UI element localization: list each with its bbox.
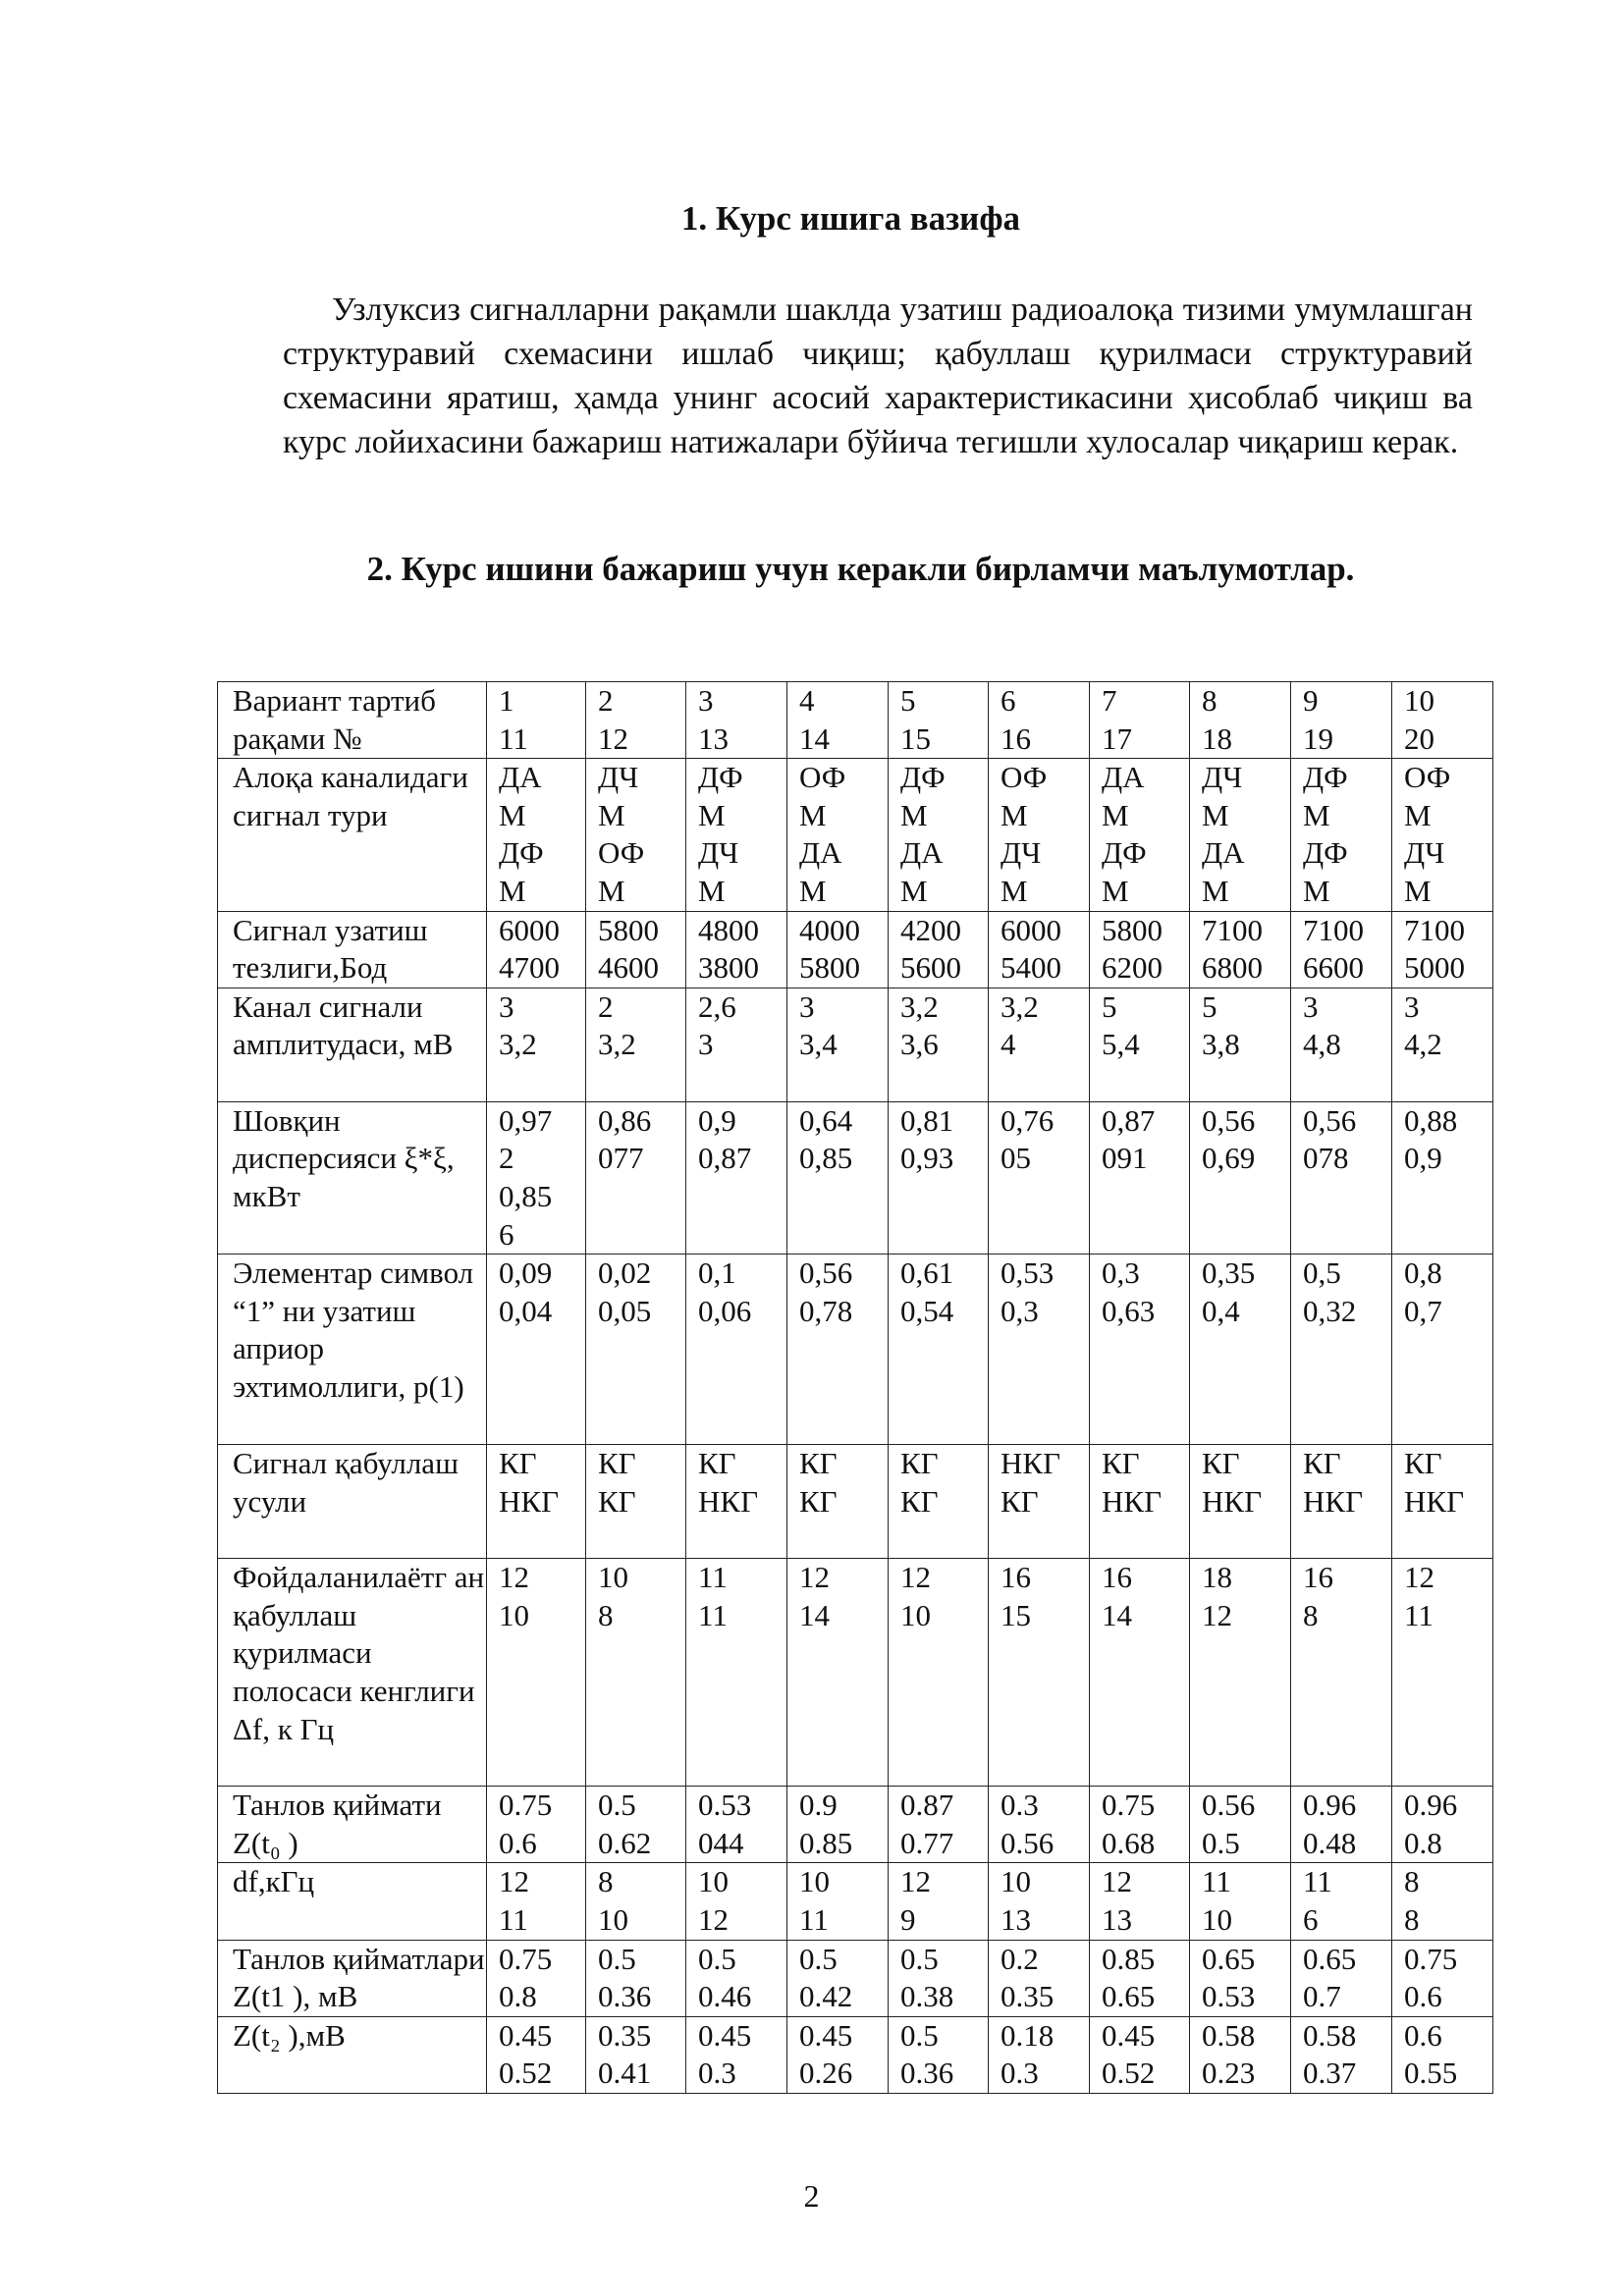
table-cell: 0.96 0.8 xyxy=(1392,1787,1493,1863)
table-cell: 0.53 044 xyxy=(686,1787,787,1863)
table-cell: 0,02 0,05 xyxy=(586,1255,686,1445)
table-cell: 7 17 xyxy=(1090,682,1190,759)
table-cell: ОФ М ДЧ М xyxy=(1392,759,1493,911)
table-cell: 0,56 0,69 xyxy=(1190,1101,1291,1254)
table-cell: 0,5 0,32 xyxy=(1291,1255,1392,1445)
table-cell: КГ НКГ xyxy=(1190,1445,1291,1559)
table-cell: 6000 5400 xyxy=(989,911,1090,988)
row-label: Фойдаланилаётг ан қабуллаш қурилмаси полосаси кенглиги Δf, к Гц xyxy=(218,1559,487,1787)
table-cell: 0.5 0.38 xyxy=(889,1940,989,2016)
table-cell: ДФ М ДА М xyxy=(889,759,989,911)
table-cell: 8 8 xyxy=(1392,1863,1493,1940)
row-label: Элементар символ “1” ни узатиш априор эхтимоллиги, р(1) xyxy=(218,1255,487,1445)
table-cell: 12 10 xyxy=(889,1559,989,1787)
table-cell: 0.5 0.42 xyxy=(787,1940,889,2016)
table-cell: ДА М ДФ М xyxy=(1090,759,1190,911)
table-cell: 5 3,8 xyxy=(1190,988,1291,1101)
table-row xyxy=(218,1445,1493,1559)
table-cell: 2 12 xyxy=(586,682,686,759)
table-cell: 3 4,8 xyxy=(1291,988,1392,1101)
table-cell: 12 10 xyxy=(487,1559,586,1787)
section-heading-2: 2. Курс ишини бажариш учун керакли бирламчи маълумотлар. xyxy=(366,550,1355,588)
table-cell: 0,81 0,93 xyxy=(889,1101,989,1254)
table-row xyxy=(218,1101,1493,1254)
table-cell: 0.45 0.52 xyxy=(487,2016,586,2093)
table-cell: 6 16 xyxy=(989,682,1090,759)
table-cell: 4 14 xyxy=(787,682,889,759)
table-cell: ДЧ М ОФ М xyxy=(586,759,686,911)
table-cell: КГ КГ xyxy=(889,1445,989,1559)
table-cell: 11 10 xyxy=(1190,1863,1291,1940)
row-label: df,кГц xyxy=(218,1863,487,1940)
table-cell: 10 11 xyxy=(787,1863,889,1940)
table-cell: ОФ М ДЧ М xyxy=(989,759,1090,911)
table-cell: 7100 6600 xyxy=(1291,911,1392,988)
table-cell: 0.5 0.36 xyxy=(586,1940,686,2016)
table-row xyxy=(218,1787,1493,1863)
table-cell: 12 11 xyxy=(487,1863,586,1940)
table-cell: 12 11 xyxy=(1392,1559,1493,1787)
table-cell: 3 3,2 xyxy=(487,988,586,1101)
table-cell: НКГ КГ xyxy=(989,1445,1090,1559)
table-cell: ДА М ДФ М xyxy=(487,759,586,911)
table-cell: 11 11 xyxy=(686,1559,787,1787)
table-cell: 0.85 0.65 xyxy=(1090,1940,1190,2016)
table-cell: 4000 5800 xyxy=(787,911,889,988)
table-cell: 8 18 xyxy=(1190,682,1291,759)
row-label: Сигнал қабуллаш усули xyxy=(218,1445,487,1559)
row-label: Z(t₂ ),мВ xyxy=(218,2016,487,2093)
table-row xyxy=(218,1559,1493,1787)
table-cell: 1 11 xyxy=(487,682,586,759)
table-row xyxy=(218,1255,1493,1445)
table-cell: 3 3,4 xyxy=(787,988,889,1101)
table-cell: КГ НКГ xyxy=(1090,1445,1190,1559)
table-cell: 10 8 xyxy=(586,1559,686,1787)
table-row xyxy=(218,2016,1493,2093)
table-cell: 0.2 0.35 xyxy=(989,1940,1090,2016)
table-cell: 0.58 0.23 xyxy=(1190,2016,1291,2093)
table-cell: 0.5 0.36 xyxy=(889,2016,989,2093)
table-cell: 0,9 0,87 xyxy=(686,1101,787,1254)
table-row xyxy=(218,759,1493,911)
table-cell: 12 13 xyxy=(1090,1863,1190,1940)
table-cell: 3,2 4 xyxy=(989,988,1090,1101)
row-label: Танлов қиймати Z(t₀ ) xyxy=(218,1787,487,1863)
table-cell: 0,64 0,85 xyxy=(787,1101,889,1254)
table-cell: 0,8 0,7 xyxy=(1392,1255,1493,1445)
table-cell: 0.75 0.8 xyxy=(487,1940,586,2016)
table-cell: 3 13 xyxy=(686,682,787,759)
table-cell: 0,87 091 xyxy=(1090,1101,1190,1254)
table-cell: ДЧ М ДА М xyxy=(1190,759,1291,911)
row-label: Танлов қийматлари Z(t1 ), мВ xyxy=(218,1940,487,2016)
table-cell: КГ НКГ xyxy=(686,1445,787,1559)
row-label: Вариант тартиб рақами № xyxy=(218,682,487,759)
page-number: 2 xyxy=(803,2178,820,2214)
table-cell: 0.65 0.7 xyxy=(1291,1940,1392,2016)
table-cell: 0.3 0.56 xyxy=(989,1787,1090,1863)
table-cell: 0,61 0,54 xyxy=(889,1255,989,1445)
table-cell: 10 20 xyxy=(1392,682,1493,759)
table-cell: 0,53 0,3 xyxy=(989,1255,1090,1445)
table-cell: 0.5 0.62 xyxy=(586,1787,686,1863)
task-paragraph: Узлуксиз сигналларни рақамли шаклда узатиш радиоалоқа тизими умумлашган структуравий схемасини ишлаб чиқиш; қабуллаш қурилмаси структуравий схемасини яратиш, ҳамда унинг асосий характеристикасини ҳисоблаб чиқиш ва курс лойихасини бажариш натижалари бўйича тегишли хулосалар чиқариш керак. xyxy=(283,292,1473,460)
table-cell: 0.58 0.37 xyxy=(1291,2016,1392,2093)
table-cell: 5800 6200 xyxy=(1090,911,1190,988)
table-cell: 12 9 xyxy=(889,1863,989,1940)
table-cell: 0.75 0.6 xyxy=(487,1787,586,1863)
table-cell: 10 13 xyxy=(989,1863,1090,1940)
input-data-table xyxy=(217,681,1493,2094)
table-cell: ДФ М ДФ М xyxy=(1291,759,1392,911)
table-cell: ОФ М ДА М xyxy=(787,759,889,911)
table-cell: КГ НКГ xyxy=(1392,1445,1493,1559)
table-cell: 0,56 078 xyxy=(1291,1101,1392,1254)
row-label: Алоқа каналидаги сигнал тури xyxy=(218,759,487,911)
table-cell: 0.65 0.53 xyxy=(1190,1940,1291,2016)
table-cell: КГ НКГ xyxy=(487,1445,586,1559)
table-cell: 0,35 0,4 xyxy=(1190,1255,1291,1445)
table-row xyxy=(218,682,1493,759)
table-cell: 4200 5600 xyxy=(889,911,989,988)
table-row xyxy=(218,911,1493,988)
table-cell: 0.18 0.3 xyxy=(989,2016,1090,2093)
table-cell: 2,6 3 xyxy=(686,988,787,1101)
table-cell: 5 5,4 xyxy=(1090,988,1190,1101)
section-heading-1: 1. Курс ишига вазифа xyxy=(680,199,1021,238)
table-cell: 0,09 0,04 xyxy=(487,1255,586,1445)
table-cell: 11 6 xyxy=(1291,1863,1392,1940)
table-cell: 0.75 0.6 xyxy=(1392,1940,1493,2016)
table-cell: КГ КГ xyxy=(787,1445,889,1559)
table-cell: 0.6 0.55 xyxy=(1392,2016,1493,2093)
table-cell: 0.45 0.3 xyxy=(686,2016,787,2093)
table-cell: 16 15 xyxy=(989,1559,1090,1787)
table-cell: 2 3,2 xyxy=(586,988,686,1101)
table-cell: 3,2 3,6 xyxy=(889,988,989,1101)
table-row xyxy=(218,988,1493,1101)
table-cell: КГ НКГ xyxy=(1291,1445,1392,1559)
table-cell: 4800 3800 xyxy=(686,911,787,988)
table-cell: 12 14 xyxy=(787,1559,889,1787)
table-cell: 0.56 0.5 xyxy=(1190,1787,1291,1863)
table-cell: 16 14 xyxy=(1090,1559,1190,1787)
table-cell: 0,76 05 xyxy=(989,1101,1090,1254)
table-cell: 18 12 xyxy=(1190,1559,1291,1787)
table-cell: 10 12 xyxy=(686,1863,787,1940)
table-cell: 6000 4700 xyxy=(487,911,586,988)
table-row xyxy=(218,1863,1493,1940)
row-label: Канал сигнали амплитудаси, мВ xyxy=(218,988,487,1101)
table-cell: 0.45 0.26 xyxy=(787,2016,889,2093)
table-cell: 0.45 0.52 xyxy=(1090,2016,1190,2093)
table-cell: 9 19 xyxy=(1291,682,1392,759)
table-cell: 3 4,2 xyxy=(1392,988,1493,1101)
table-cell: 0.9 0.85 xyxy=(787,1787,889,1863)
table-row xyxy=(218,1940,1493,2016)
table-cell: 5 15 xyxy=(889,682,989,759)
table-cell: 5800 4600 xyxy=(586,911,686,988)
table-cell: ДФ М ДЧ М xyxy=(686,759,787,911)
table-cell: 7100 6800 xyxy=(1190,911,1291,988)
row-label: Сигнал узатиш тезлиги,Бод xyxy=(218,911,487,988)
table-cell: 16 8 xyxy=(1291,1559,1392,1787)
table-cell: 0.96 0.48 xyxy=(1291,1787,1392,1863)
table-cell: 7100 5000 xyxy=(1392,911,1493,988)
table-cell: 0,88 0,9 xyxy=(1392,1101,1493,1254)
table-cell: 0,1 0,06 xyxy=(686,1255,787,1445)
table-cell: 0.87 0.77 xyxy=(889,1787,989,1863)
row-label: Шовқин дисперсияси ξ*ξ, мкВт xyxy=(218,1101,487,1254)
table-cell: КГ КГ xyxy=(586,1445,686,1559)
table-cell: 0,86 077 xyxy=(586,1101,686,1254)
table-cell: 0.5 0.46 xyxy=(686,1940,787,2016)
table-cell: 0.35 0.41 xyxy=(586,2016,686,2093)
table-cell: 0,56 0,78 xyxy=(787,1255,889,1445)
table-cell: 8 10 xyxy=(586,1863,686,1940)
table-cell: 0.75 0.68 xyxy=(1090,1787,1190,1863)
table-cell: 0,97 2 0,85 6 xyxy=(487,1101,586,1254)
table-cell: 0,3 0,63 xyxy=(1090,1255,1190,1445)
